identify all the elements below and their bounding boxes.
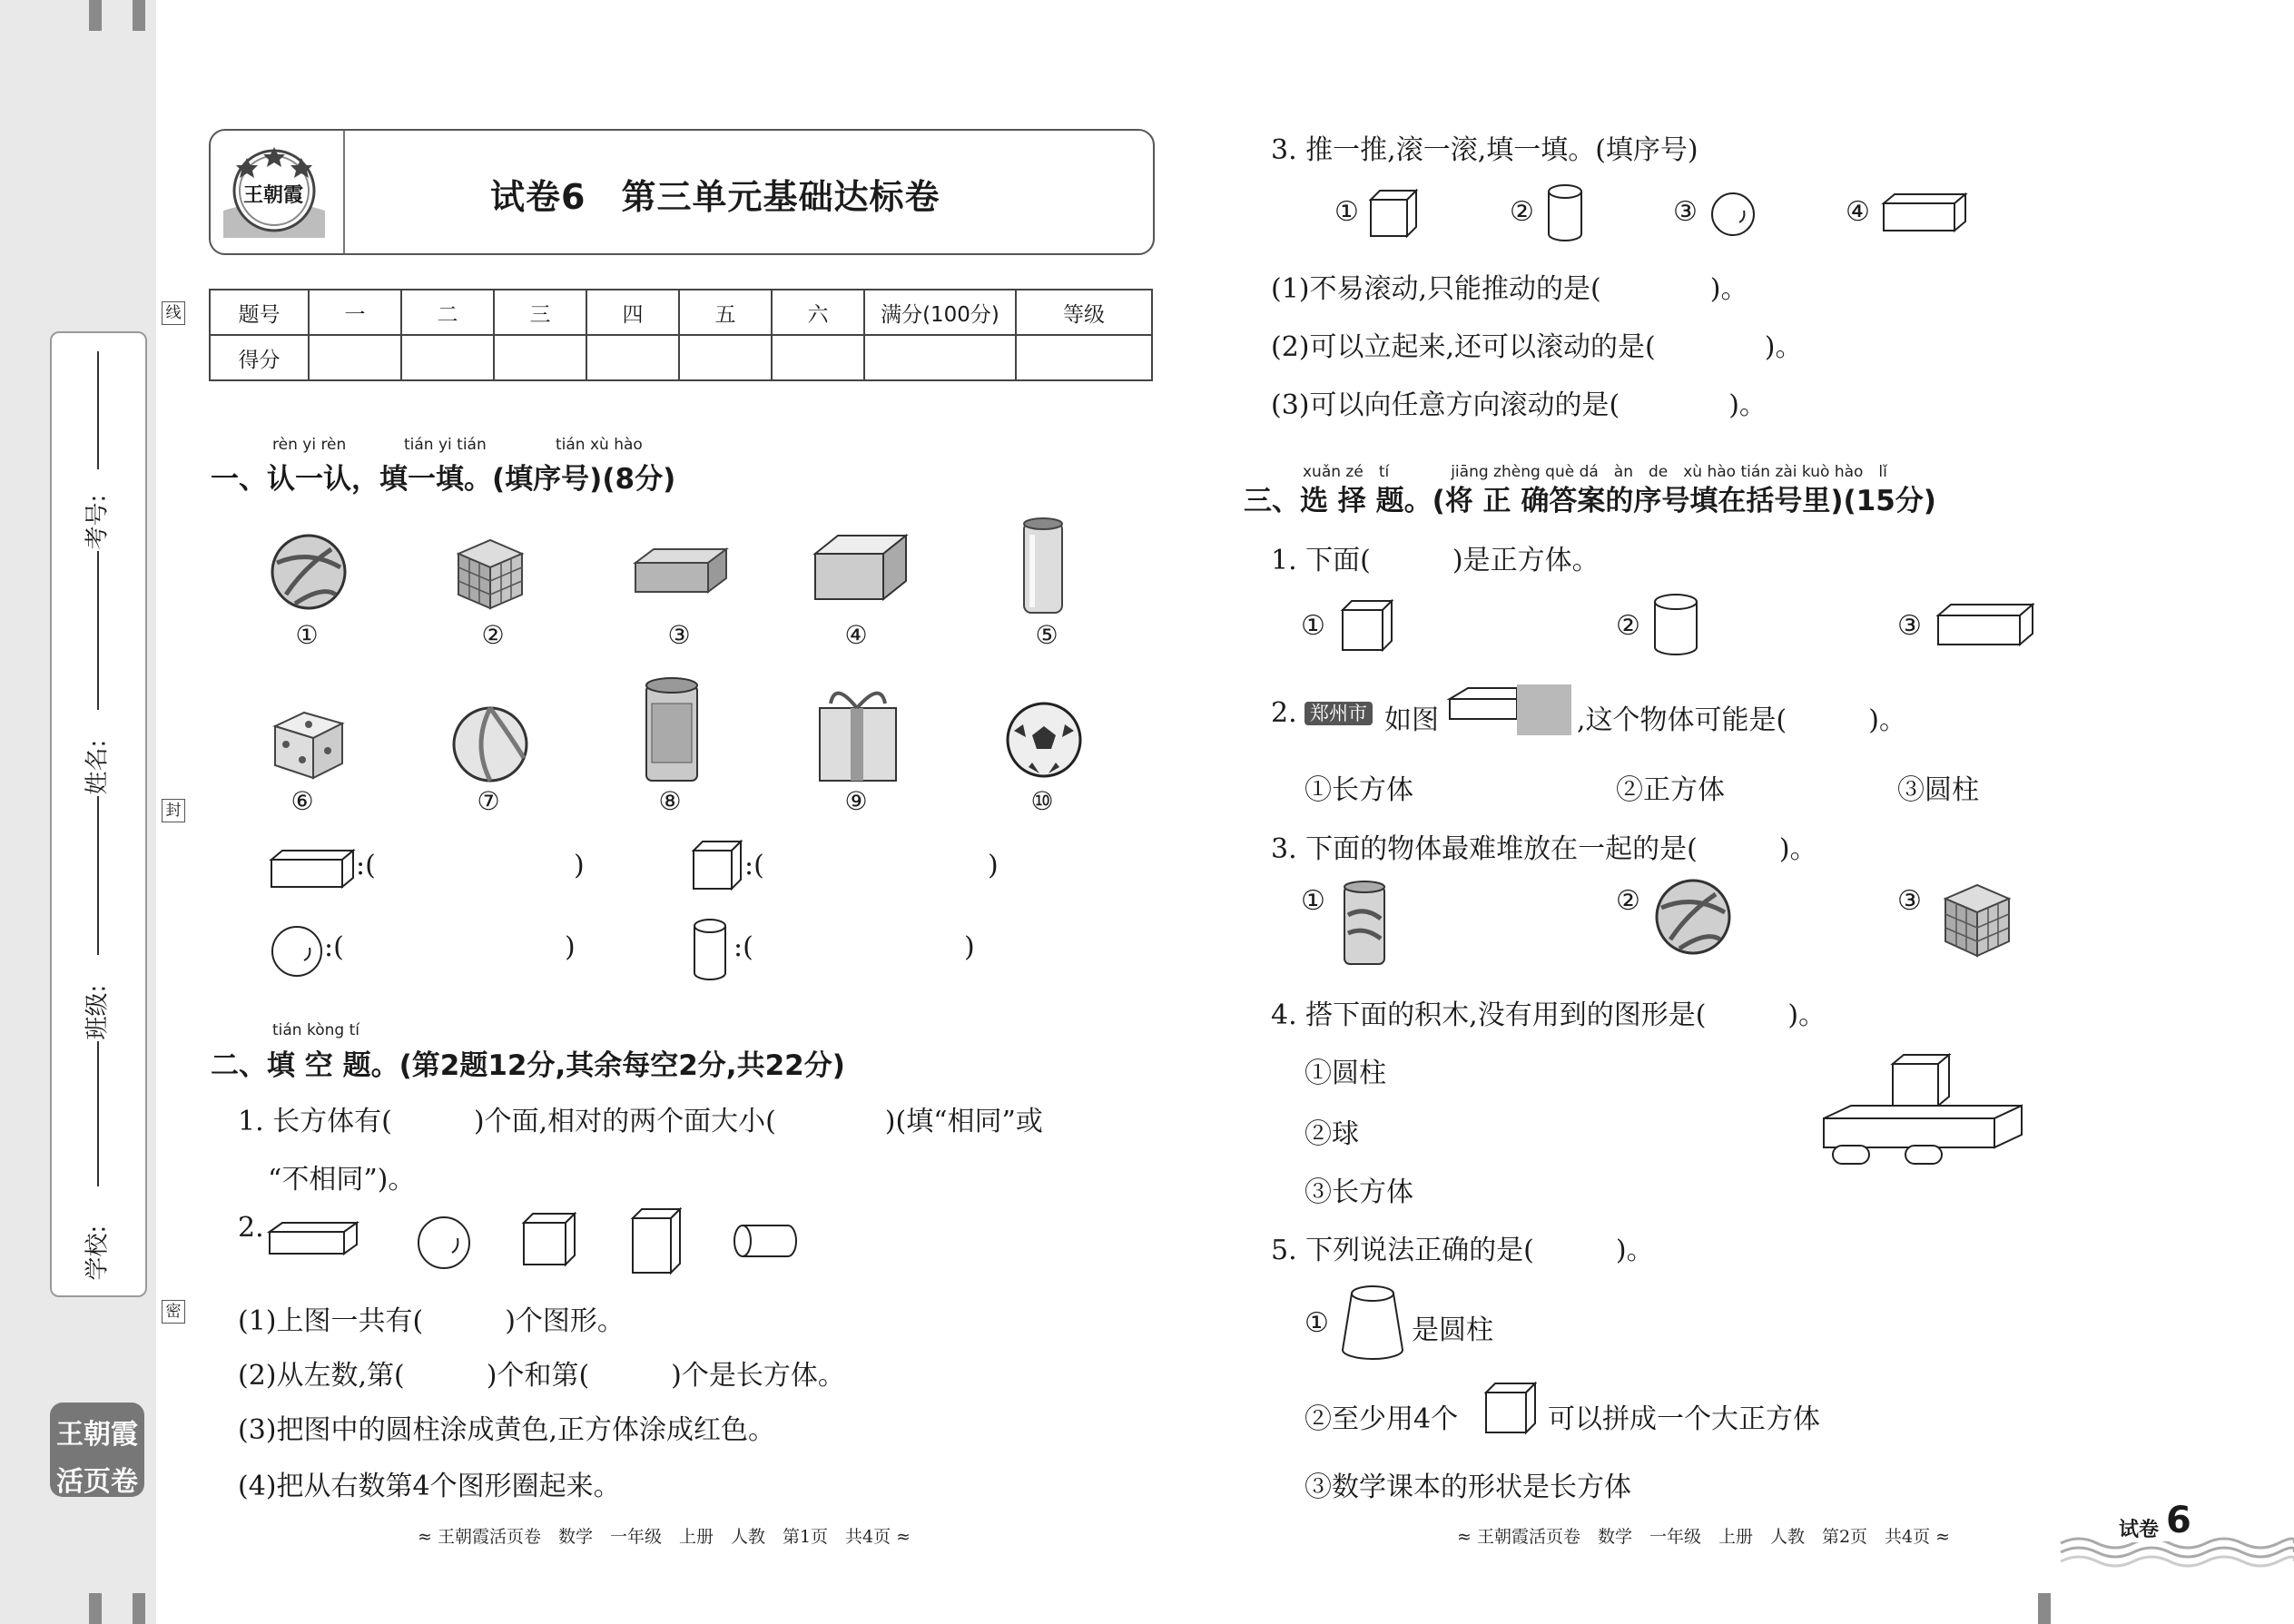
answer-close: ) <box>565 931 576 963</box>
pinyin: rèn yi rèn <box>272 436 347 454</box>
table-cell: 满分(100分) <box>864 290 1016 335</box>
page-title: 试卷6 第三单元基础达标卷 <box>490 177 940 217</box>
school-seal-logo <box>223 140 325 241</box>
s3-q3: 3. 下面的物体最难堆放在一起的是( )。 <box>1271 833 1817 865</box>
s2-q2-sub2: (2)从左数,第( )个和第( )个是长方体。 <box>238 1360 845 1392</box>
score-table-score-row <box>210 335 1152 380</box>
rubiks-cube-image <box>1936 876 2018 962</box>
table-cell: 等级 <box>1016 290 1152 335</box>
s3-q2-opt1: ①长方体 <box>1305 774 1413 806</box>
score-cell[interactable] <box>309 335 401 380</box>
answer-close: ) <box>574 850 585 881</box>
cube-icon <box>1484 1382 1539 1436</box>
answer-blank[interactable] <box>781 846 980 884</box>
brand-line2: 活页卷 <box>56 1466 138 1498</box>
s3-q4-opt1: ①圆柱 <box>1305 1058 1386 1089</box>
table-cell: 二 <box>401 290 494 335</box>
item-number: ② <box>481 620 505 650</box>
score-cell[interactable] <box>679 335 772 380</box>
soccer-ball-image <box>1003 699 1085 781</box>
brand-logo <box>50 1403 144 1497</box>
box-image <box>811 531 911 604</box>
s3-q2-opt3: ③圆柱 <box>1897 774 1979 806</box>
s3-q3-opt1: ① <box>1301 885 1325 917</box>
city-tag-text: 郑州市 <box>1305 702 1373 725</box>
exam-no-label: 考号: <box>84 494 112 550</box>
s2-q2-label: 2. <box>238 1212 264 1244</box>
answer-close: ) <box>988 850 999 881</box>
rq3-heading: 3. 推一推,滚一滚,填一填。(填序号) <box>1271 134 1698 166</box>
s3-q1-opt1: ① <box>1301 610 1325 642</box>
school-label: 学校: <box>84 1225 112 1281</box>
s3-q5: 5. 下列说法正确的是( )。 <box>1271 1235 1654 1266</box>
cuboid-shape <box>268 1221 359 1257</box>
section3-heading: 三、选 择 题。(将 正 确答案的序号填在括号里)(15分) <box>1244 485 1936 517</box>
section2-heading: 二、填 空 题。(第2题12分,其余每空2分,共22分) <box>211 1049 845 1082</box>
block-car-figure <box>1820 1053 2029 1166</box>
crop-mark <box>133 0 145 31</box>
table-cell: 题号 <box>210 290 309 335</box>
s3-q2-opt2: ②正方体 <box>1616 774 1725 806</box>
seal-char-seal: 封 <box>162 799 185 822</box>
score-table <box>209 289 1153 381</box>
soda-can-image <box>1341 879 1391 969</box>
s3-q1: 1. 下面( )是正方体。 <box>1271 545 1600 576</box>
s3-q3-opt3: ③ <box>1897 885 1922 917</box>
cylinder-icon <box>692 917 728 982</box>
answer-close: ) <box>964 931 975 963</box>
footer-right: ≈ 王朝霞活页卷 数学 一年级 上册 人教 第2页 共4页 ≈ <box>1457 1527 1951 1547</box>
answer-blank[interactable] <box>770 928 960 966</box>
beach-ball-image <box>449 704 531 785</box>
s2-q2-sub1: (1)上图一共有( )个图形。 <box>238 1305 625 1337</box>
class-line[interactable] <box>97 796 99 955</box>
rq3-opt4: ④ <box>1846 196 1870 228</box>
score-table-header-row <box>210 290 1152 335</box>
score-cell[interactable] <box>586 335 679 380</box>
pinyin: tián xù hào <box>556 436 643 454</box>
item-number: ⑩ <box>1030 786 1054 816</box>
sphere-icon <box>270 924 324 979</box>
crop-mark <box>133 1593 145 1624</box>
table-cell: 三 <box>494 290 586 335</box>
s2-q1-line2: “不相同”)。 <box>268 1164 416 1196</box>
answer-open: :( <box>356 850 376 881</box>
cube-icon <box>692 840 744 892</box>
cuboid-icon <box>1882 192 1968 233</box>
answer-blank[interactable] <box>390 846 572 884</box>
s3-q1-opt2: ② <box>1616 610 1640 642</box>
s2-q2-sub4: (4)把从右数第4个图形圈起来。 <box>238 1471 621 1502</box>
glass-jar-image <box>1017 513 1071 617</box>
footer-left: ≈ 王朝霞活页卷 数学 一年级 上册 人教 第1页 共4页 ≈ <box>418 1527 911 1547</box>
table-cell: 得分 <box>210 335 309 380</box>
cylinder-icon <box>1546 183 1584 243</box>
s3-q2-city-tag <box>1305 699 1373 726</box>
table-cell: 四 <box>586 290 679 335</box>
answer-open: :( <box>744 850 764 881</box>
s3-q4-opt3: ③长方体 <box>1305 1176 1413 1208</box>
cube-icon <box>1341 599 1395 654</box>
s2-q1-line1: 1. 长方体有( )个面,相对的两个面大小( )(填“相同”或 <box>238 1106 1043 1137</box>
s3-q5-opt2: ②至少用4个 <box>1305 1403 1459 1435</box>
rubiks-cube-image <box>449 531 531 613</box>
rq3-opt3: ③ <box>1673 196 1698 228</box>
gift-box-image <box>812 672 903 785</box>
paper-tag-number: 6 <box>2162 1500 2195 1541</box>
score-cell[interactable] <box>772 335 864 380</box>
s3-q5-opt3: ③数学课本的形状是长方体 <box>1305 1471 1631 1503</box>
book-image <box>631 545 731 608</box>
item-number: ⑥ <box>290 786 314 816</box>
lying-cylinder-shape <box>733 1224 799 1260</box>
dice-image <box>268 704 350 781</box>
seal-char-secret: 密 <box>162 1300 185 1324</box>
item-number: ④ <box>844 620 868 650</box>
school-line[interactable] <box>97 1041 99 1186</box>
crop-mark <box>89 0 102 31</box>
s3-q5-opt1: ① <box>1305 1307 1329 1339</box>
s2-q2-sub3: (3)把图中的圆柱涂成黄色,正方体涂成红色。 <box>238 1414 776 1446</box>
section1-heading: 一、认一认，填一填。(填序号)(8分) <box>211 463 676 496</box>
brand-line1: 王朝霞 <box>56 1419 138 1451</box>
cube-shape <box>522 1212 578 1268</box>
s3-q2-post: ,这个物体可能是( )。 <box>1577 704 1906 736</box>
s3-q4: 4. 搭下面的积木,没有用到的图形是( )。 <box>1271 999 1826 1031</box>
s3-q2-mid: 如图 <box>1384 704 1439 736</box>
item-number: ⑨ <box>844 786 868 816</box>
logo-text: 王朝霞 <box>243 184 304 207</box>
item-number: ③ <box>667 620 691 650</box>
table-cell: 五 <box>679 290 772 335</box>
title-divider <box>343 131 345 253</box>
score-cell[interactable] <box>864 335 1016 380</box>
sphere-icon <box>1709 191 1757 238</box>
s3-q4-opt2: ②球 <box>1305 1118 1359 1150</box>
crop-mark <box>89 1593 102 1624</box>
cylinder-icon <box>1652 593 1699 658</box>
item-number: ⑧ <box>658 786 682 816</box>
cuboid-icon <box>1936 603 2036 648</box>
rq3-opt1: ① <box>1334 196 1359 228</box>
student-info-box <box>50 331 147 1297</box>
s3-q3-opt2: ② <box>1616 885 1640 917</box>
score-cell[interactable] <box>1016 335 1152 380</box>
rq3-sub1: (1)不易滚动,只能推动的是( )。 <box>1271 273 1748 305</box>
s3-q2-num: 2. <box>1271 697 1297 729</box>
tall-cuboid-shape <box>631 1207 684 1275</box>
rq3-sub2: (2)可以立起来,还可以滚动的是( )。 <box>1271 331 1803 363</box>
s3-q5-opt2-text: 可以拼成一个大正方体 <box>1548 1403 1820 1435</box>
answer-open: :( <box>324 931 344 963</box>
volleyball-image <box>268 531 350 613</box>
item-number: ⑤ <box>1035 620 1058 650</box>
score-cell[interactable] <box>401 335 494 380</box>
cube-icon <box>1369 189 1419 239</box>
cuboid-icon <box>270 849 356 890</box>
table-cell: 一 <box>309 290 401 335</box>
pinyin: tián yi tián <box>404 436 487 454</box>
s3-q5-opt1-text: 是圆柱 <box>1412 1314 1493 1346</box>
item-number: ⑦ <box>477 786 500 816</box>
rq3-sub3: (3)可以向任意方向滚动的是( )。 <box>1271 389 1767 421</box>
partial-cuboid-figure <box>1448 683 1575 739</box>
score-cell[interactable] <box>494 335 586 380</box>
sphere-shape <box>416 1215 472 1271</box>
answer-blank[interactable] <box>359 928 558 966</box>
name-label: 姓名: <box>84 739 112 795</box>
table-cell: 六 <box>772 290 864 335</box>
pinyin: xuǎn zé tí jiāng zhèng què dá àn de xù hào tián zài kuò hào lǐ <box>1303 463 1887 481</box>
pinyin: tián kòng tí <box>272 1021 359 1039</box>
rq3-opt2: ② <box>1510 196 1534 228</box>
item-number: ① <box>295 620 319 650</box>
frustum-icon <box>1341 1284 1404 1362</box>
answer-open: :( <box>733 931 753 963</box>
class-label: 班级: <box>84 984 112 1040</box>
s3-q1-opt3: ③ <box>1897 610 1922 642</box>
paper-tag-label: 试卷 <box>2115 1514 2162 1542</box>
crop-mark <box>2038 1593 2051 1624</box>
name-line[interactable] <box>97 551 99 710</box>
exam-no-line[interactable] <box>97 351 99 469</box>
tea-can-image <box>635 672 708 785</box>
volleyball-image <box>1652 876 1734 958</box>
seal-char-line: 线 <box>162 301 185 325</box>
